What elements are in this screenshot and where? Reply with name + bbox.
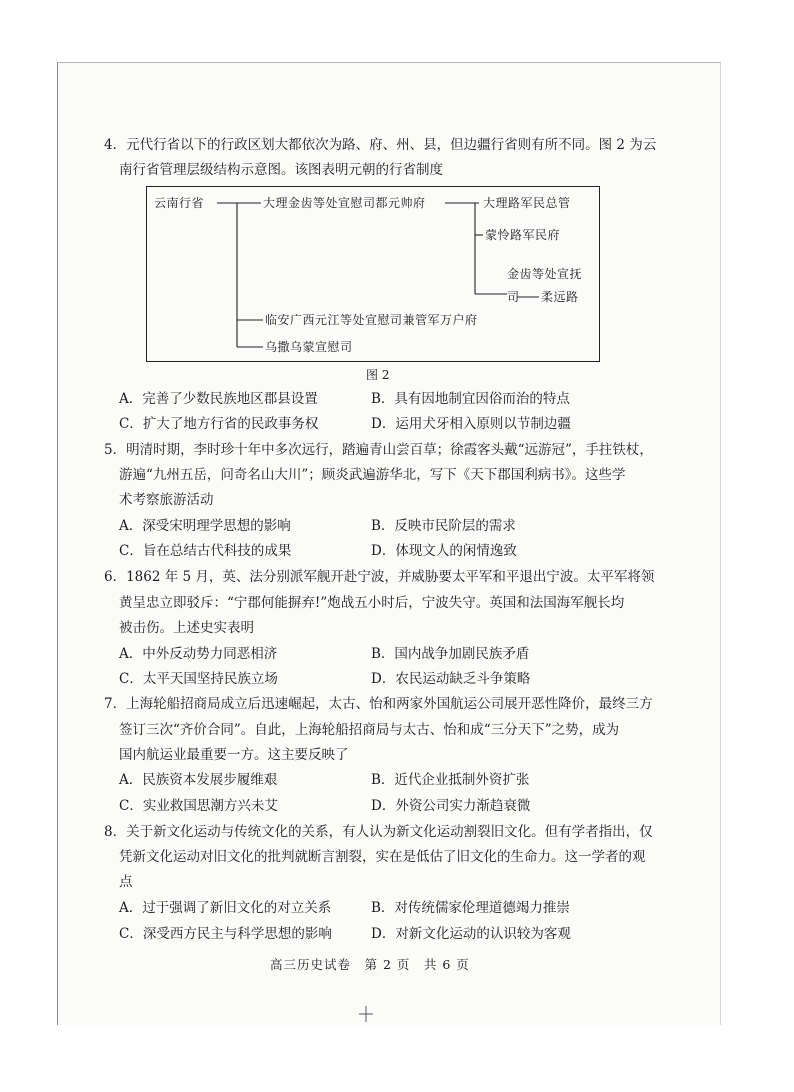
q7-stem-line3: 国内航运业最重要一方。这主要反映了 bbox=[119, 747, 349, 763]
q6-stem-line1: 6．1862 年 5 月，英、法分别派军舰开赴宁波，并威胁要太平军和平退出宁波。太平军将领 bbox=[104, 569, 655, 585]
q6-stem-line2: 黄呈忠立即驳斥：“宁郡何能摒弃!”炮战五小时后，宁波失守。英国和法国海军舰长均 bbox=[119, 595, 625, 611]
q8-option-a: A．过于强调了新旧文化的对立关系 bbox=[119, 900, 332, 916]
q7-option-a: A．民族资本发展步履维艰 bbox=[119, 772, 278, 788]
q6-option-d: D．农民运动缺乏斗争策略 bbox=[371, 671, 531, 687]
q4-option-d: D．运用犬牙相入原则以节制边疆 bbox=[371, 416, 571, 432]
node-menglian-route: 蒙怜路军民府 bbox=[485, 228, 561, 242]
q5-stem-line2: 游遍“九州五岳，问奇名山大川”；顾炎武遍游华北，写下《天下郡国利病书》。这些学 bbox=[119, 467, 626, 483]
q4-stem-line2: 南行省管理层级结构示意图。该图表明元朝的行省制度 bbox=[119, 162, 443, 178]
node-dali-route: 大理路军民总管 bbox=[483, 196, 571, 210]
q6-option-c: C．太平天国坚持民族立场 bbox=[119, 671, 278, 687]
q5-option-b: B．反映市民阶层的需求 bbox=[371, 518, 516, 534]
figure-caption: 图 2 bbox=[366, 368, 390, 382]
node-linan-guangxi-yuanjiang: 临安广西元江等处宣慰司兼管军万户府 bbox=[265, 313, 478, 327]
q8-stem-line1: 8．关于新文化运动与传统文化的关系，有人认为新文化运动割裂旧文化。但有学者指出，仅 bbox=[104, 824, 653, 840]
node-wusa-wumeng: 乌撒乌蒙宣慰司 bbox=[265, 340, 353, 354]
q6-option-b: B．国内战争加剧民族矛盾 bbox=[371, 646, 530, 662]
q4-stem-line1: 4．元代行省以下的行政区划大都依次为路、府、州、县，但边疆行省则有所不同。图 2 为云 bbox=[104, 137, 657, 153]
q7-option-c: C．实业救国思潮方兴未艾 bbox=[119, 798, 278, 814]
q4-option-a: A．完善了少数民族地区郡县设置 bbox=[119, 391, 318, 407]
admin-hierarchy-diagram bbox=[146, 186, 600, 362]
node-jinchi-commission-line1: 金齿等处宣抚 bbox=[507, 267, 583, 281]
q5-stem-line1: 5．明清时期，李时珍十年中多次远行，踏遍青山尝百草；徐霞客头戴“远游冠”，手拄铁杖， bbox=[104, 442, 653, 458]
q6-option-a: A．中外反动势力同恶相济 bbox=[119, 646, 278, 662]
crop-mark-icon bbox=[356, 1004, 376, 1024]
q7-option-b: B．近代企业抵制外资扩张 bbox=[371, 772, 530, 788]
q7-stem-line1: 7．上海轮船招商局成立后迅速崛起，太古、怡和两家外国航运公司展开恶性降价，最终三方 bbox=[104, 696, 653, 712]
q4-option-b: B．具有因地制宜因俗而治的特点 bbox=[371, 391, 570, 407]
q7-option-d: D．外资公司实力渐趋衰微 bbox=[371, 798, 531, 814]
node-rouyuan-route: 柔远路 bbox=[541, 290, 579, 304]
q5-option-d: D．体现文人的闲情逸致 bbox=[371, 543, 517, 559]
node-dali-jinchi-pacification: 大理金齿等处宣慰司都元帅府 bbox=[263, 196, 426, 210]
node-jinchi-commission-line2: 司 bbox=[507, 290, 520, 304]
q8-stem-line2: 凭新文化运动对旧文化的批判就断言割裂，实在是低估了旧文化的生命力。这一学者的观 bbox=[119, 849, 646, 865]
q8-option-c: C．深受西方民主与科学思想的影响 bbox=[119, 926, 332, 942]
q6-stem-line3: 被击伤。上述史实表明 bbox=[119, 620, 254, 636]
q7-stem-line2: 签订三次“齐价合同”。自此，上海轮船招商局与太古、怡和成“三分天下”之势，成为 bbox=[119, 722, 620, 738]
q8-option-d: D．对新文化运动的认识较为客观 bbox=[371, 926, 571, 942]
node-yunnan-province: 云南行省 bbox=[154, 196, 205, 210]
q4-option-c: C．扩大了地方行省的民政事务权 bbox=[119, 416, 319, 432]
q5-stem-line3: 术考察旅游活动 bbox=[119, 492, 214, 508]
q8-option-b: B．对传统儒家伦理道德竭力推崇 bbox=[371, 900, 570, 916]
q5-option-c: C．旨在总结古代科技的成果 bbox=[119, 543, 292, 559]
page-footer: 高三历史试卷 第 2 页 共 6 页 bbox=[270, 957, 470, 972]
q8-stem-line3: 点 bbox=[119, 874, 133, 890]
q5-option-a: A．深受宋明理学思想的影响 bbox=[119, 518, 291, 534]
